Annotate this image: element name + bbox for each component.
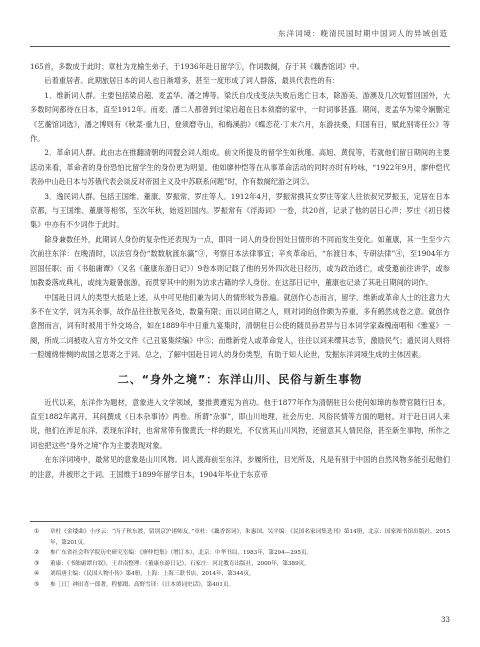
footnote <box>30 548 450 559</box>
footnote-text: 刘绍唐主编：《民国人物小传》第4册，上海：上海三联书店，2014年，第344页。 <box>50 571 255 577</box>
paragraph-continuation: 165首，多数成于此时；章杜为龙榆生弟子，于1936年赴日留学①，作词数阕，存于其《藕香馆词》中。 <box>30 62 364 71</box>
running-header-title: 东洋词境：晚清民国时期中国词人的异域创造 <box>278 29 448 38</box>
footnote-mark: ① <box>34 528 40 535</box>
footnote <box>30 569 450 580</box>
footnote-mark: ⑤ <box>34 580 40 588</box>
paragraph-revolutionary-poets: 2．革命词人群。此由志在推翻清朝的同盟会词人组成。前文所提及的留学生如秋瑾、高旭、黄侃等，若就他们留日期间的主要活动来看，革命者的身份恐怕比留学生的身份更为明显。他如廖仲恺等在从事革命活动的同时亦时有吟咏，“1922年9月，廖仲恺代表孙中山赴日本与苏俄代表会谈反对帝国主义及中苏联系问题”时，作有数阕纪游之词②。 <box>30 148 450 187</box>
paragraph-reformist-poets: 1．维新词人群。主要包括梁启超、麦孟华、潘之博等。梁氏自戊戌变法失败后逃亡日本，除游美、游澳及几次短暂回国外，大多数时间都待在日本，直至1912年。而麦、潘二人都曾到过梁启超在日本须磨的家中，一时词事甚盛。期间，麦孟华为梁令娴删定《艺蘅馆词选》，潘之博则有《秋菜·重九日，登须磨寺山，和梅溪韵》《蝶恋花·丁未六月，东游扶桑，归国有日，赋此别寄任公》等作。 <box>30 90 450 144</box>
footnote-text: 董康：《书舶庸谭自叙》，王君南整理：《董康东游日记》，石家庄：河北教育出版社，2000年，第389页。 <box>50 560 310 567</box>
paragraph-section-intro: 近代以来，东洋作为题材，意象进入文学领域，要推黄遵宪为首功。他于1877年作为清朝驻日公使何如璋的参赞官随行日本，直至1882年离开，其间撰成《日本杂事诗》两卷。所谓“杂事”，即山川地理、社会历史、风俗民情等方面的题材。对于赴日词人来说，他们在涉足东洋、表现东洋时，也常常带有像黄氏一样的眼光，不仅赏其山川风物，还留意其人情民俗，甚至新生事物，所作之词也把这些“身外之境”作为主要表现对象。 <box>30 397 450 450</box>
paragraph-loyalist-poets: 3．逸民词人群。包括王国维、董康、罗振常、罗庄等人。1912年4月，罗振常携其女罗庄等家人往依叔兄罗振玉，定居在日本京都，与王国维、董康等相邻，至次年秋，始返回国内。罗振常有《浮海词》一卷，共20首，记录了他的居日心声；罗庄《初日楼集》中亦有不少词作于此时。 <box>30 191 450 230</box>
footnote-divider <box>30 521 160 522</box>
footnote-mark: ④ <box>34 570 40 577</box>
paragraph-identity-shift: 除身兼数任外，此期词人身份的复杂性还表现为一点，即同一词人的身份因处日情形的不同而发生变化。如董康，其一生至少六次前往东洋：在晚清时，以法官身份“数数航渡东瀛”③，考察日本法律事宜；辛亥革命后，“东渡日本，专研法律”④，至1904年方回国任职；而《书舶庸谭》（又名《董康东游日记》）9卷本则记载了他的另外四次赴日经历，或为政治逃亡，或受邀前往讲学，或参加教委落成典礼，或纯为避暑旅游，而贯穿其中的则为访求古籍的学人身份。在这部日记中，董康也记录了其赴日期间的词作。 <box>30 234 450 288</box>
footnote-text: 参［日］神田喜一郎著，程郁缀、高野雪译：《日本填词史话》，第401页。 <box>50 581 235 588</box>
footnote <box>30 559 450 570</box>
running-header <box>30 24 450 47</box>
footnote-mark: ③ <box>34 559 40 567</box>
footnote <box>30 580 450 591</box>
page-number: 33 <box>441 616 450 624</box>
footnotes <box>30 527 450 590</box>
section-heading: 二、“身外之境”：东洋山川、民俗与新生事物 <box>117 372 363 386</box>
footnote-mark: ② <box>34 549 40 556</box>
footnote-text: 参广东省社会科学院历史研究室编：《廖仲恺集》（增订本），北京：中华书局，1983年，第294—295页。 <box>50 550 313 556</box>
footnote-text: 章杜《金缕曲》小序云：“丙子秋东渡，留别京沪诸师友。”章杜：《藕香馆词》，朱惠国、吴平编：《民国名家词集选刊》第14册，北京：国家图书馆出版社，2015年，第201页。 <box>50 529 450 546</box>
paragraph-summary: 中国赴日词人的类型大抵是上述，从中可见他们兼为词人的情形较为普遍。就创作心态而言，留学、维新或革命人士的注意力大多不在文学，词为其余事，故作品往往散见各处，数量有限；而以词自期之人，则对词的创作颇为养重，多有鹤然成卷之意。就创作意图而言，词有时被用于外交场合，如在1889年中日重九宴集时，清朝驻日公使的随员孙君异与日本词学家森槐南唱和《雅宴》一阕，所成二词被收入官方外交文件《己丑宴集续编》中⑤；而维新党人或革命党人，往往以词来缨其志节，激励民气；遗民词人则将一腔缠绵悱恻的故国之思寄之于词。总之，了解中国赴日词人的身份类型，有助于知人论世，发掘东洋词境生成的主体因素。 <box>30 292 450 360</box>
main-text <box>30 60 450 482</box>
paragraph-landscape: 在东洋词境中，最常见的意象是山川风物。词人渡海前至东洋，步履所往，目光所及，凡是有别于中国的自然风物多能引起他们的注意，并被形之于词。王国维于1899年留学日本，1904年毕业于东京帝 <box>30 455 450 479</box>
paragraph: 后着重居者。此期旅居日本的词人也日渐增多，甚至一度形成了词人群落，最具代表性的有： <box>44 76 340 86</box>
footnote <box>30 527 450 548</box>
